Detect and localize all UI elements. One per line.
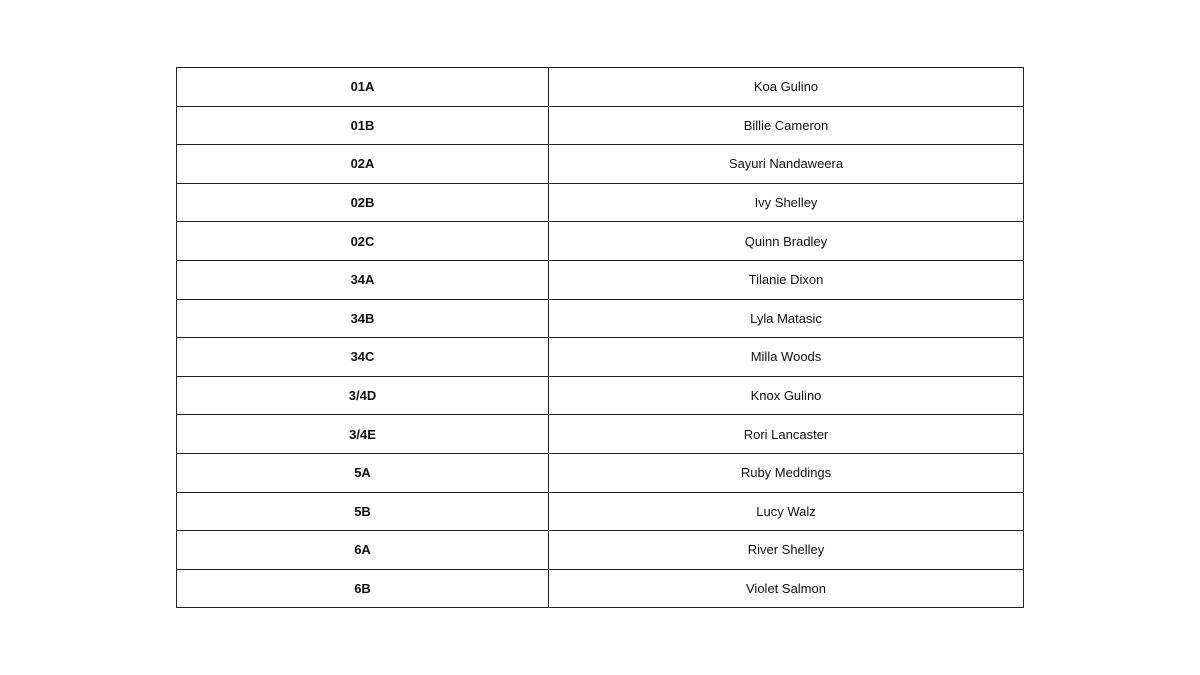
class-code-cell: 34A — [177, 260, 549, 299]
student-name-cell: Ivy Shelley — [549, 183, 1024, 222]
table-row — [177, 260, 1024, 299]
table-row — [177, 106, 1024, 145]
class-code-cell: 02C — [177, 222, 549, 261]
class-code-cell: 6A — [177, 531, 549, 570]
class-code-cell: 5A — [177, 453, 549, 492]
roster-body — [177, 68, 1024, 608]
table-row — [177, 569, 1024, 608]
student-name-cell: Violet Salmon — [549, 569, 1024, 608]
class-code-cell: 01A — [177, 68, 549, 107]
class-code-cell: 01B — [177, 106, 549, 145]
class-code-cell: 3/4D — [177, 376, 549, 415]
table-row — [177, 68, 1024, 107]
student-name-cell: Rori Lancaster — [549, 415, 1024, 454]
class-code-cell: 3/4E — [177, 415, 549, 454]
table-row — [177, 299, 1024, 338]
table-row — [177, 145, 1024, 184]
table-row — [177, 222, 1024, 261]
class-code-cell: 34C — [177, 338, 549, 377]
table-row — [177, 376, 1024, 415]
student-name-cell: Lyla Matasic — [549, 299, 1024, 338]
class-code-cell: 34B — [177, 299, 549, 338]
class-code-cell: 02A — [177, 145, 549, 184]
student-name-cell: Koa Gulino — [549, 68, 1024, 107]
table-row — [177, 338, 1024, 377]
table-row — [177, 492, 1024, 531]
student-name-cell: Lucy Walz — [549, 492, 1024, 531]
table-row — [177, 415, 1024, 454]
student-name-cell: Milla Woods — [549, 338, 1024, 377]
class-code-cell: 6B — [177, 569, 549, 608]
class-code-cell: 5B — [177, 492, 549, 531]
table-row — [177, 183, 1024, 222]
student-name-cell: Ruby Meddings — [549, 453, 1024, 492]
student-name-cell: Quinn Bradley — [549, 222, 1024, 261]
student-name-cell: River Shelley — [549, 531, 1024, 570]
table-row — [177, 453, 1024, 492]
student-name-cell: Billie Cameron — [549, 106, 1024, 145]
class-code-cell: 02B — [177, 183, 549, 222]
table-row — [177, 531, 1024, 570]
student-name-cell: Tilanie Dixon — [549, 260, 1024, 299]
class-roster-table — [176, 67, 1024, 608]
student-name-cell: Knox Gulino — [549, 376, 1024, 415]
student-name-cell: Sayuri Nandaweera — [549, 145, 1024, 184]
